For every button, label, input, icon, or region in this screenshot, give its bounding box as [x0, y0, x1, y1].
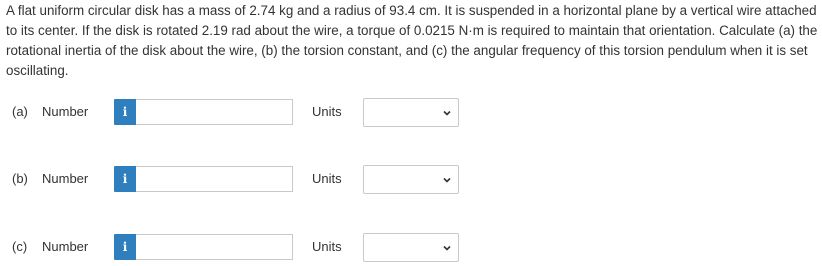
answer-row-a: [0, 97, 822, 127]
answer-row-c: [0, 232, 822, 262]
answer-label-c: [12, 239, 88, 254]
number-label: Number: [42, 171, 89, 186]
number-input-b[interactable]: [136, 166, 293, 192]
units-label: Units: [312, 171, 342, 186]
units-label: Units: [312, 104, 342, 119]
units-select-c[interactable]: [363, 233, 459, 262]
number-label: Number: [42, 104, 89, 119]
units-select-a[interactable]: [363, 98, 459, 127]
chevron-down-icon: [442, 243, 452, 253]
answer-label-a: [12, 104, 88, 119]
chevron-down-icon: [442, 108, 452, 118]
info-icon[interactable]: i: [114, 166, 136, 192]
part-label: (b): [12, 171, 28, 186]
info-icon[interactable]: i: [114, 234, 136, 260]
number-input-c[interactable]: [136, 234, 293, 260]
units-select-b[interactable]: [363, 165, 459, 194]
answer-label-b: [12, 171, 88, 186]
part-label: (c): [12, 239, 28, 254]
number-input-a[interactable]: [136, 99, 293, 125]
units-label: Units: [312, 239, 342, 254]
answer-row-b: [0, 164, 822, 194]
question-text: A flat uniform circular disk has a mass of 2.74 kg and a radius of 93.4 cm. It is suspended in a horizontal plane by a vertical wire attached to its center. If the disk is rotated 2.19 rad about the wire, a torque of 0.0215 N·m is required to maintain that orientation. Calculate (a) the rotational inertia of the disk about the wire, (b) the torsion constant, and (c) the angular frequency of this torsion pendulum when it is set oscillating.: [6, 3, 818, 78]
chevron-down-icon: [442, 175, 452, 185]
part-label: (a): [12, 104, 28, 119]
info-icon[interactable]: i: [114, 99, 136, 125]
number-label: Number: [42, 239, 89, 254]
